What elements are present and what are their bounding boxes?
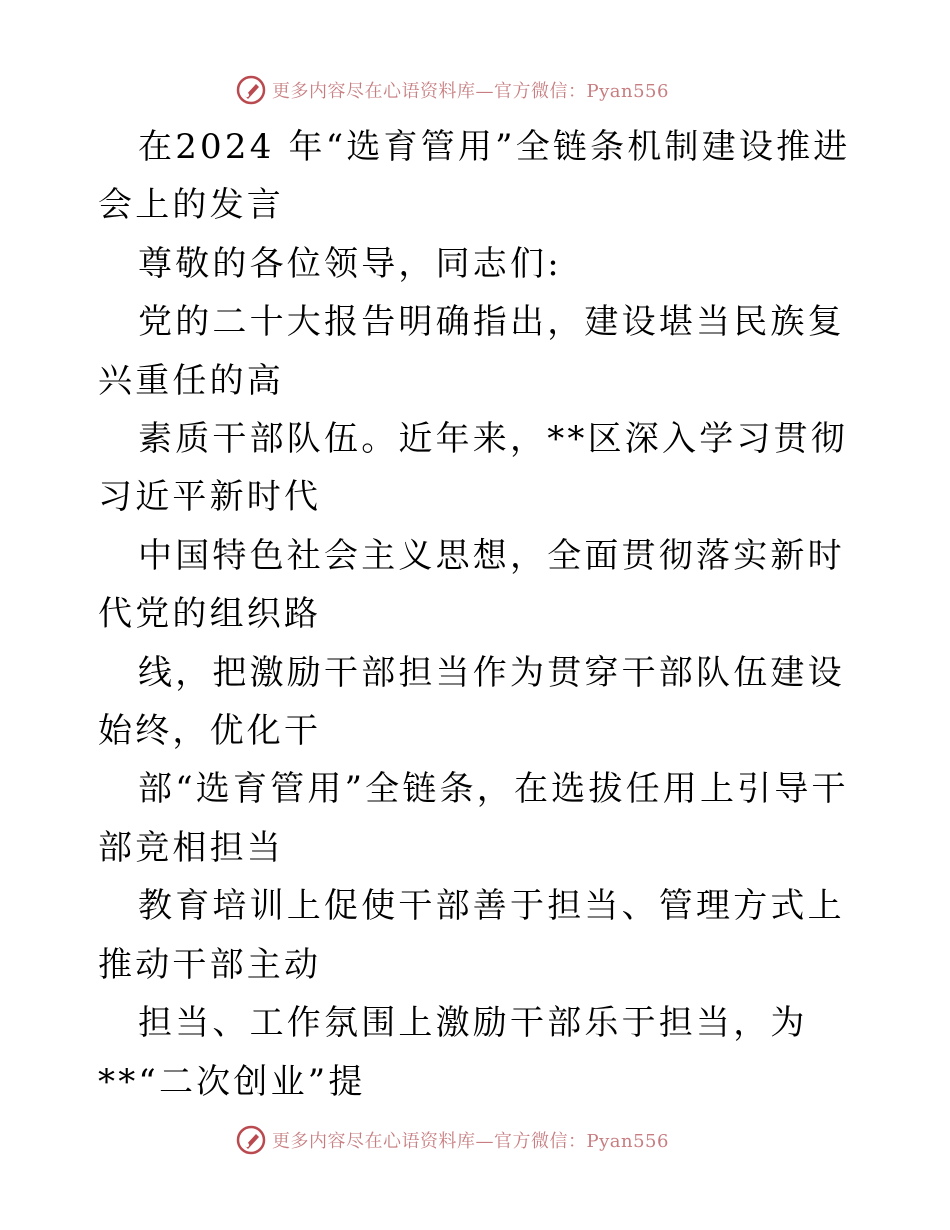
body-paragraph: 部“选育管用”全链条，在选拔任用上引导干部竞相担当 [98, 769, 849, 868]
document-body [98, 118, 858, 1111]
watermark-text: 更多内容尽在心语资料库—官方微信：Pyan556 [272, 81, 669, 102]
document-title: 在2024 年“选育管用”全链条机制建设推进会上的发言 [98, 127, 851, 226]
body-paragraph: 党的二十大报告明确指出，建设堪当民族复兴重任的高 [98, 302, 845, 401]
salutation: 尊敬的各位领导，同志们: [138, 243, 562, 284]
pen-circle-logo-icon [236, 75, 266, 105]
watermark-text: 更多内容尽在心语资料库—官方微信：Pyan556 [272, 1131, 669, 1152]
pen-circle-logo-icon [236, 1125, 266, 1155]
body-paragraph: 担当、工作氛围上激励干部乐于担当，为**“二次创业”提 [98, 1003, 808, 1102]
body-paragraph: 线，把激励干部担当作为贯穿干部队伍建设始终，优化干 [98, 652, 845, 752]
watermark-footer [236, 1124, 669, 1156]
body-paragraph: 素质干部队伍。近年来，**区深入学习贯彻习近平新时代 [98, 419, 848, 518]
body-paragraph: 教育培训上促使干部善于担当、管理方式上推动干部主动 [98, 886, 845, 985]
watermark-header [236, 74, 669, 106]
body-paragraph: 中国特色社会主义思想，全面贯彻落实新时代党的组织路 [98, 535, 845, 635]
